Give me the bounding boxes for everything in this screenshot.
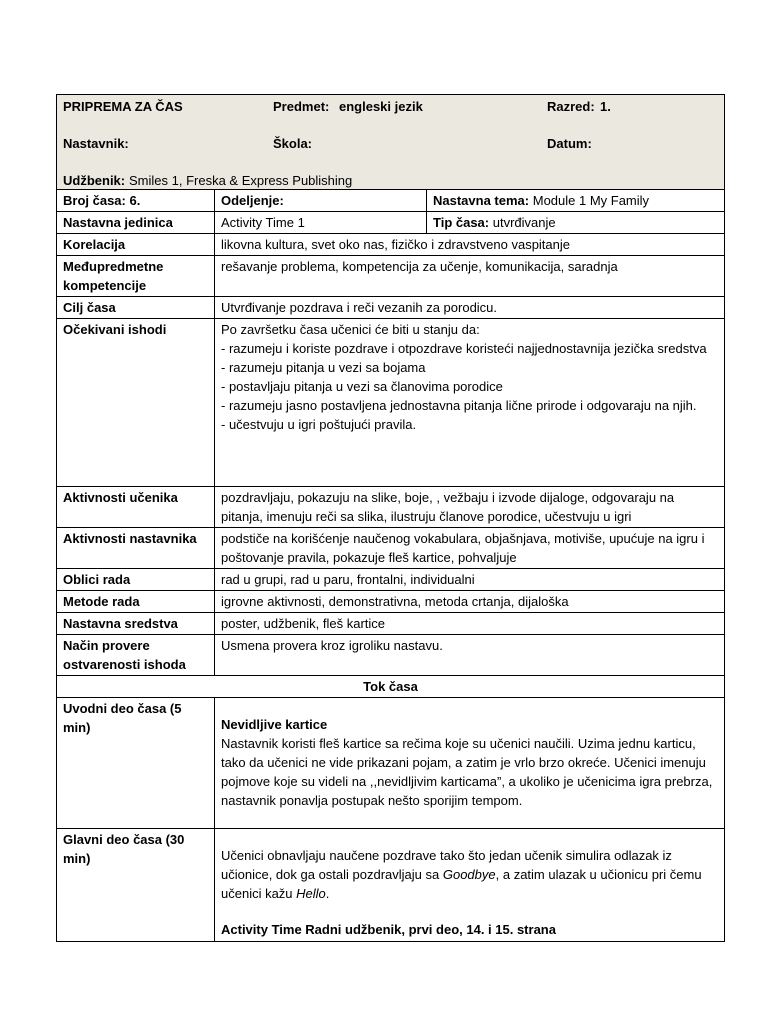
hello-word: Hello bbox=[296, 886, 326, 901]
main-label: Glavni deo časa (30 min) bbox=[57, 829, 215, 942]
header-block bbox=[57, 95, 725, 190]
outcome-line: Po završetku časa učenici će biti u stanju da: bbox=[221, 322, 480, 337]
plan-title: PRIPREMA ZA ČAS bbox=[63, 99, 183, 114]
goodbye-word: Goodbye bbox=[442, 867, 496, 882]
subject-label: Predmet: bbox=[273, 99, 330, 114]
correlation-value: likovna kultura, svet oko nas, fizičko i zdravstveno vaspitanje bbox=[215, 234, 725, 256]
competences-value: rešavanje problema, kompetencija za učenje, komunikacija, saradnja bbox=[215, 256, 725, 297]
outcome-line: - razumeju jasno postavljena jednostavna pitanja lične prirode i odgovaraju na njih. bbox=[221, 398, 697, 413]
lesson-number-cell bbox=[57, 190, 215, 212]
intro-text: Nastavnik koristi fleš kartice sa rečima koje su učenici naučili. Uzima jednu karticu, tako da učenici ne vide prikazani pojam, a zatim je vrlo brzo okreće. Učenici imenuju pojmove koje su videli na ,,nevidljivim karticama”, a ukoliko je učenicima igra prebrza, nastavnik ponavlja postupak nešto sporijim tempom. bbox=[221, 736, 713, 808]
subject-value: engleski jezik bbox=[339, 99, 423, 114]
class-cell bbox=[215, 190, 427, 212]
class-label: Odeljenje: bbox=[221, 193, 284, 208]
work-methods-value: igrovne aktivnosti, demonstrativna, metoda crtanja, dijaloška bbox=[215, 591, 725, 613]
outcomes-label: Očekivani ishodi bbox=[57, 319, 215, 487]
lesson-number-label: Broj časa: bbox=[63, 193, 126, 208]
goal-label: Cilj časa bbox=[57, 297, 215, 319]
outcome-line: - učestvuju u igri poštujući pravila. bbox=[221, 417, 417, 432]
outcome-line: - postavljaju pitanja u vezi sa članovima porodice bbox=[221, 379, 503, 394]
assessment-value: Usmena provera kroz igroliku nastavu. bbox=[215, 635, 725, 676]
flow-title: Tok časa bbox=[57, 676, 725, 698]
topic-value: Module 1 My Family bbox=[532, 193, 650, 208]
topic-label: Nastavna tema: bbox=[433, 193, 530, 208]
outcome-line: - razumeju i koriste pozdrave i otpozdrave koristeći najjednostavnija jezička sredstva bbox=[221, 341, 707, 356]
work-forms-value: rad u grupi, rad u paru, frontalni, individualni bbox=[215, 569, 725, 591]
assessment-label: Način provere ostvarenosti ishoda bbox=[57, 635, 215, 676]
school-label: Škola: bbox=[273, 136, 313, 151]
textbook-value: Smiles 1, Freska & Express Publishing bbox=[129, 173, 353, 188]
teacher-activities-label: Aktivnosti nastavnika bbox=[57, 528, 215, 569]
correlation-label: Korelacija bbox=[57, 234, 215, 256]
type-cell bbox=[427, 212, 725, 234]
outcome-line: - razumeju pitanja u vezi sa bojama bbox=[221, 360, 426, 375]
grade-label: Razred: bbox=[547, 99, 595, 114]
lesson-plan bbox=[56, 94, 724, 942]
teaching-aids-value: poster, udžbenik, fleš kartice bbox=[215, 613, 725, 635]
work-forms-label: Oblici rada bbox=[57, 569, 215, 591]
teacher-activities-value: podstiče na korišćenje naučenog vokabulara, objašnjava, motiviše, upućuje na igru i poštovanje pravila, pokazuje fleš kartice, pohvaljuje bbox=[215, 528, 725, 569]
teaching-aids-label: Nastavna sredstva bbox=[57, 613, 215, 635]
grade-value: 1. bbox=[600, 99, 611, 114]
teacher-label: Nastavnik: bbox=[63, 136, 129, 151]
unit-label: Nastavna jedinica bbox=[57, 212, 215, 234]
intro-content bbox=[215, 698, 725, 829]
type-label: Tip časa: bbox=[433, 215, 490, 230]
main-heading: Activity Time Radni udžbenik, prvi deo, 14. i 15. strana bbox=[221, 922, 556, 937]
student-activities-value: pozdravljaju, pokazuju na slike, boje, , vežbaju i izvode dijaloge, odgovaraju na pitanja, imenuju reči sa slika, ilustruju članove porodice, učestvuju u igri bbox=[215, 487, 725, 528]
main-text-part: . bbox=[325, 886, 330, 901]
date-label: Datum: bbox=[547, 136, 592, 151]
student-activities-label: Aktivnosti učenika bbox=[57, 487, 215, 528]
main-text-part: Učenici obnavljaju naučene pozdrave tako što jedan učenik simulira odlazak iz učionice, dok ga ostali pozdravljaju sa bbox=[221, 848, 672, 882]
unit-value: Activity Time 1 bbox=[215, 212, 427, 234]
textbook-label: Udžbenik: bbox=[63, 173, 126, 188]
outcomes-value bbox=[215, 319, 725, 487]
intro-heading: Nevidljive kartice bbox=[221, 717, 328, 732]
main-content bbox=[215, 829, 725, 942]
main-text bbox=[221, 846, 718, 903]
topic-cell bbox=[427, 190, 725, 212]
main-text-part: , a zatim ulazak u učionicu pri čemu učenici kažu bbox=[221, 867, 702, 901]
intro-label: Uvodni deo časa (5 min) bbox=[57, 698, 215, 829]
lesson-plan-table bbox=[56, 94, 725, 942]
work-methods-label: Metode rada bbox=[57, 591, 215, 613]
type-value: utvrđivanje bbox=[492, 215, 556, 230]
competences-label: Međupredmetne kompetencije bbox=[57, 256, 215, 297]
lesson-number-value: 6. bbox=[129, 193, 141, 208]
goal-value: Utvrđivanje pozdrava i reči vezanih za porodicu. bbox=[215, 297, 725, 319]
